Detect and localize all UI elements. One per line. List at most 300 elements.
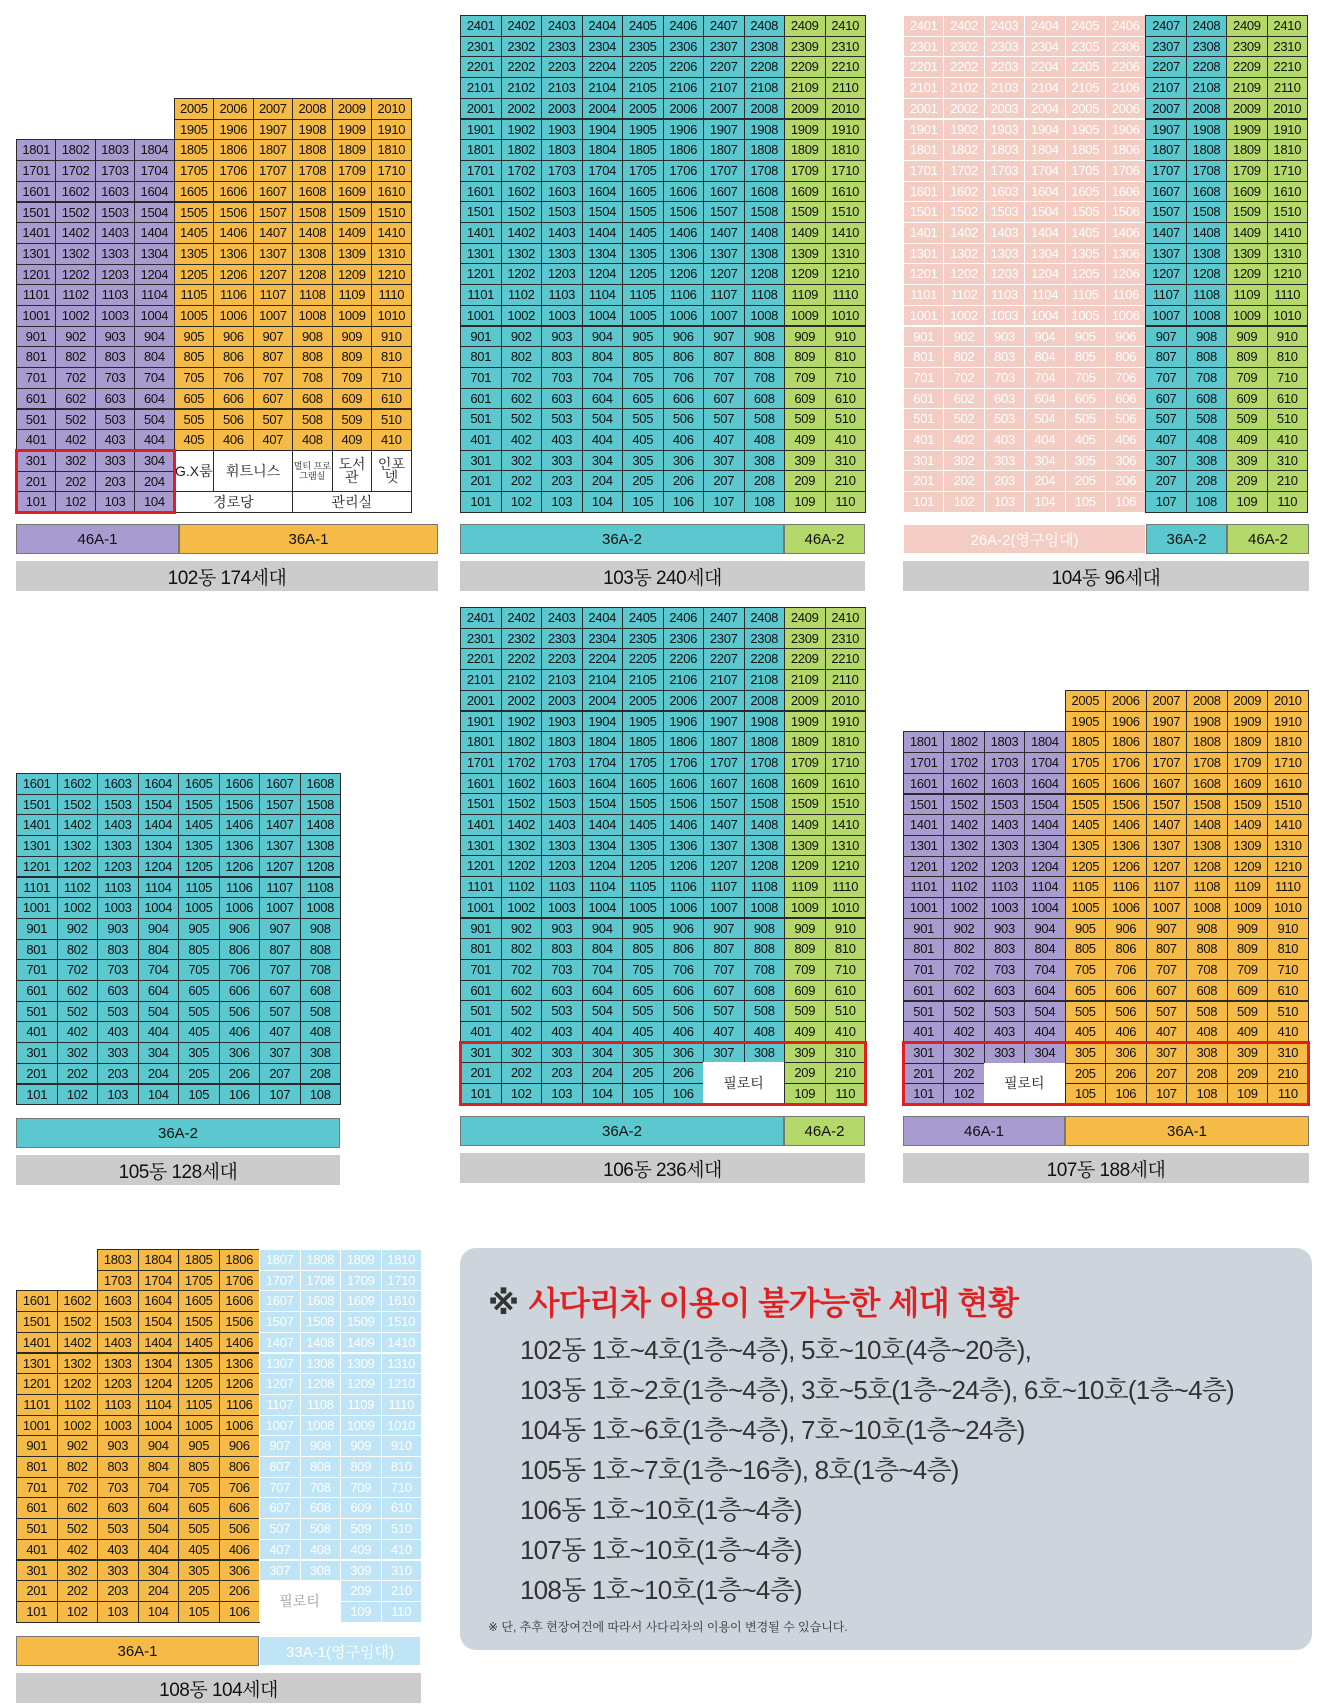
unit-104-2301: 2301	[903, 36, 944, 58]
unit-102-1708: 1708	[292, 160, 333, 182]
unit-108-710: 710	[381, 1477, 423, 1499]
unit-107-1006: 1006	[1105, 897, 1147, 919]
unit-107-110: 110	[1267, 1083, 1309, 1105]
unit-102-405: 405	[174, 429, 215, 451]
unit-106-909: 909	[784, 918, 826, 940]
unit-106-510: 510	[825, 1000, 867, 1022]
unit-105-1401: 1401	[16, 814, 58, 836]
unit-103-2307: 2307	[703, 36, 745, 58]
unit-108-1507: 1507	[259, 1311, 301, 1333]
unit-102-203: 203	[95, 471, 135, 493]
notice-line-104: 104동 1호~6호(1층~4층), 7호~10호(1층~24층)	[520, 1415, 1025, 1445]
unit-103-1004: 1004	[582, 305, 624, 327]
unit-108-1006: 1006	[219, 1415, 261, 1437]
unit-104-302: 302	[943, 450, 984, 472]
unit-105-507: 507	[259, 1001, 301, 1023]
unit-106-2308: 2308	[744, 628, 786, 650]
unit-103-801: 801	[460, 346, 502, 368]
unit-102-1010: 1010	[371, 305, 412, 327]
unit-108-1204: 1204	[138, 1373, 180, 1395]
unit-107-904: 904	[1024, 918, 1065, 940]
unit-106-1308: 1308	[744, 835, 786, 857]
unit-105-505: 505	[178, 1001, 220, 1023]
unit-107-1010: 1010	[1267, 897, 1309, 919]
unit-106-1504: 1504	[582, 793, 624, 815]
unit-108-1303: 1303	[97, 1353, 139, 1375]
unit-103-1802: 1802	[501, 139, 543, 161]
unit-106-2309: 2309	[784, 628, 826, 650]
unit-103-1503: 1503	[541, 201, 583, 223]
unit-107-1201: 1201	[903, 856, 944, 878]
unit-108-1008: 1008	[300, 1415, 342, 1437]
unit-107-1406: 1406	[1105, 814, 1147, 836]
unit-105-407: 407	[259, 1021, 301, 1043]
unit-106-404: 404	[582, 1021, 624, 1043]
unit-105-707: 707	[259, 959, 301, 981]
unit-106-1002: 1002	[501, 897, 543, 919]
unit-104-703: 703	[984, 367, 1025, 389]
unit-107-2006: 2006	[1105, 690, 1147, 712]
unit-102-1804: 1804	[134, 139, 174, 161]
unit-102-1807: 1807	[253, 139, 294, 161]
unit-105-607: 607	[259, 980, 301, 1002]
unit-104-503: 503	[984, 408, 1025, 430]
unit-103-108: 108	[744, 491, 786, 513]
unit-107-1701: 1701	[903, 752, 944, 774]
unit-106-1409: 1409	[784, 814, 826, 836]
unit-102-1510: 1510	[371, 202, 412, 224]
unit-107-1304: 1304	[1024, 835, 1065, 857]
unit-103-1307: 1307	[703, 243, 745, 265]
unit-103-2202: 2202	[501, 56, 543, 78]
unit-107-1103: 1103	[984, 876, 1025, 898]
unit-106-1207: 1207	[703, 855, 745, 877]
unit-103-1303: 1303	[541, 243, 583, 265]
unit-104-510: 510	[1267, 408, 1308, 430]
unit-104-1705: 1705	[1065, 160, 1106, 182]
unit-105-106: 106	[219, 1084, 261, 1106]
unit-106-2403: 2403	[541, 607, 583, 629]
unit-103-2405: 2405	[622, 15, 664, 37]
unit-103-303: 303	[541, 450, 583, 472]
unit-108-110: 110	[381, 1601, 423, 1623]
unit-type-107-1: 46A-1	[903, 1116, 1065, 1146]
unit-104-1802: 1802	[943, 139, 984, 161]
unit-102-1604: 1604	[134, 181, 174, 203]
unit-106-1603: 1603	[541, 773, 583, 795]
unit-103-904: 904	[582, 326, 624, 348]
unit-104-1807: 1807	[1145, 139, 1186, 161]
unit-103-2303: 2303	[541, 36, 583, 58]
unit-107-705: 705	[1065, 959, 1107, 981]
unit-102-1704: 1704	[134, 160, 174, 182]
unit-104-2003: 2003	[984, 98, 1025, 120]
unit-106-1902: 1902	[501, 711, 543, 733]
unit-106-2307: 2307	[703, 628, 745, 650]
unit-107-1704: 1704	[1024, 752, 1065, 774]
unit-104-1708: 1708	[1186, 160, 1227, 182]
unit-106-1108: 1108	[744, 876, 786, 898]
unit-106-1110: 1110	[825, 876, 867, 898]
unit-104-1607: 1607	[1145, 181, 1186, 203]
unit-108-505: 505	[178, 1518, 220, 1540]
unit-104-203: 203	[984, 470, 1025, 492]
unit-103-1401: 1401	[460, 222, 502, 244]
unit-102-409: 409	[332, 429, 373, 451]
unit-105-1505: 1505	[178, 794, 220, 816]
unit-type-108-2: 33A-1(영구임대)	[259, 1636, 421, 1666]
unit-107-2007: 2007	[1146, 690, 1188, 712]
unit-108-1504: 1504	[138, 1311, 180, 1333]
unit-106-1509: 1509	[784, 793, 826, 815]
unit-108-1704: 1704	[138, 1270, 180, 1292]
unit-104-205: 205	[1065, 470, 1106, 492]
unit-102-704: 704	[134, 367, 174, 389]
unit-106-2104: 2104	[582, 669, 624, 691]
unit-103-501: 501	[460, 408, 502, 430]
unit-105-604: 604	[138, 980, 180, 1002]
unit-106-1309: 1309	[784, 835, 826, 857]
unit-106-1003: 1003	[541, 897, 583, 919]
unit-103-1302: 1302	[501, 243, 543, 265]
unit-103-1101: 1101	[460, 284, 502, 306]
unit-105-1004: 1004	[138, 897, 180, 919]
unit-108-306: 306	[219, 1560, 261, 1582]
unit-103-103: 103	[541, 491, 583, 513]
unit-104-1103: 1103	[984, 284, 1025, 306]
unit-103-905: 905	[622, 326, 664, 348]
unit-103-2308: 2308	[744, 36, 786, 58]
unit-104-209: 209	[1226, 470, 1267, 492]
unit-103-2409: 2409	[784, 15, 826, 37]
unit-104-509: 509	[1226, 408, 1267, 430]
unit-103-204: 204	[582, 470, 624, 492]
unit-102-1110: 1110	[371, 284, 412, 306]
unit-108-1206: 1206	[219, 1373, 261, 1395]
unit-105-206: 206	[219, 1063, 261, 1085]
unit-107-1005: 1005	[1065, 897, 1107, 919]
unit-104-1810: 1810	[1267, 139, 1308, 161]
unit-102-1810: 1810	[371, 139, 412, 161]
unit-type-108-1: 36A-1	[16, 1636, 259, 1666]
unit-105-803: 803	[97, 939, 139, 961]
unit-108-1503: 1503	[97, 1311, 139, 1333]
unit-102-604: 604	[134, 388, 174, 410]
unit-108-1002: 1002	[57, 1415, 99, 1437]
unit-106-2105: 2105	[622, 669, 664, 691]
unit-106-1901: 1901	[460, 711, 502, 733]
unit-102-402: 402	[55, 429, 95, 451]
unit-103-809: 809	[784, 346, 826, 368]
unit-105-1306: 1306	[219, 835, 261, 857]
unit-103-910: 910	[825, 326, 867, 348]
unit-104-1910: 1910	[1267, 119, 1308, 141]
unit-103-508: 508	[744, 408, 786, 430]
unit-106-2209: 2209	[784, 648, 826, 670]
unit-108-907: 907	[259, 1435, 301, 1457]
unit-105-708: 708	[300, 959, 342, 981]
unit-105-1304: 1304	[138, 835, 180, 857]
unit-105-1606: 1606	[219, 773, 261, 795]
unit-107-106: 106	[1105, 1083, 1147, 1105]
unit-108-1310: 1310	[381, 1353, 423, 1375]
unit-104-1101: 1101	[903, 284, 944, 306]
unit-106-610: 610	[825, 980, 867, 1002]
unit-107-308: 308	[1186, 1042, 1228, 1064]
unit-104-905: 905	[1065, 326, 1106, 348]
unit-104-2009: 2009	[1226, 98, 1267, 120]
unit-108-401: 401	[16, 1539, 58, 1561]
unit-type-106-2: 46A-2	[784, 1116, 865, 1146]
unit-107-707: 707	[1146, 959, 1188, 981]
unit-102-1401: 1401	[16, 222, 56, 244]
unit-103-208: 208	[744, 470, 786, 492]
unit-102-901: 901	[16, 326, 56, 348]
unit-107-1605: 1605	[1065, 773, 1107, 795]
unit-106-706: 706	[663, 959, 705, 981]
unit-103-2407: 2407	[703, 15, 745, 37]
unit-103-1210: 1210	[825, 263, 867, 285]
unit-103-309: 309	[784, 450, 826, 472]
unit-104-1603: 1603	[984, 181, 1025, 203]
unit-103-305: 305	[622, 450, 664, 472]
unit-107-1205: 1205	[1065, 856, 1107, 878]
unit-102-1606: 1606	[213, 181, 254, 203]
unit-108-1202: 1202	[57, 1373, 99, 1395]
unit-104-1107: 1107	[1145, 284, 1186, 306]
unit-106-2303: 2303	[541, 628, 583, 650]
unit-106-1408: 1408	[744, 814, 786, 836]
unit-103-104: 104	[582, 491, 624, 513]
unit-102-1105: 1105	[174, 284, 215, 306]
unit-107-302: 302	[943, 1042, 984, 1064]
unit-102-1006: 1006	[213, 305, 254, 327]
unit-106-1810: 1810	[825, 731, 867, 753]
unit-107-1110: 1110	[1267, 876, 1309, 898]
unit-106-305: 305	[622, 1042, 664, 1064]
unit-108-808: 808	[300, 1456, 342, 1478]
unit-107-608: 608	[1186, 980, 1228, 1002]
unit-106-804: 804	[582, 938, 624, 960]
unit-103-1301: 1301	[460, 243, 502, 265]
unit-107-1608: 1608	[1186, 773, 1228, 795]
unit-103-1005: 1005	[622, 305, 664, 327]
unit-103-706: 706	[663, 367, 705, 389]
unit-102-1701: 1701	[16, 160, 56, 182]
unit-103-1009: 1009	[784, 305, 826, 327]
unit-104-1002: 1002	[943, 305, 984, 327]
unit-102-301: 301	[16, 450, 56, 472]
unit-107-1905: 1905	[1065, 711, 1107, 733]
unit-102-1702: 1702	[55, 160, 95, 182]
unit-104-1906: 1906	[1105, 119, 1146, 141]
unit-104-1110: 1110	[1267, 284, 1308, 306]
unit-108-1306: 1306	[219, 1353, 261, 1375]
unit-107-509: 509	[1227, 1001, 1269, 1023]
unit-108-201: 201	[16, 1580, 58, 1602]
unit-106-607: 607	[703, 980, 745, 1002]
unit-108-204: 204	[138, 1580, 180, 1602]
pilotis-106: 필로티	[703, 1062, 784, 1103]
unit-108-803: 803	[97, 1456, 139, 1478]
unit-107-1809: 1809	[1227, 731, 1269, 753]
unit-107-908: 908	[1186, 918, 1228, 940]
unit-105-606: 606	[219, 980, 261, 1002]
unit-103-709: 709	[784, 367, 826, 389]
unit-108-806: 806	[219, 1456, 261, 1478]
unit-102-1906: 1906	[213, 119, 254, 141]
unit-102-606: 606	[213, 388, 254, 410]
unit-102-1501: 1501	[16, 202, 56, 224]
unit-type-102-1: 46A-1	[16, 524, 179, 554]
unit-104-1104: 1104	[1024, 284, 1065, 306]
unit-107-601: 601	[903, 980, 944, 1002]
unit-104-2008: 2008	[1186, 98, 1227, 120]
unit-107-1007: 1007	[1146, 897, 1188, 919]
unit-105-302: 302	[57, 1042, 99, 1064]
unit-104-1008: 1008	[1186, 305, 1227, 327]
unit-107-209: 209	[1227, 1063, 1269, 1085]
unit-108-1706: 1706	[219, 1270, 261, 1292]
unit-106-2406: 2406	[663, 607, 705, 629]
unit-108-504: 504	[138, 1518, 180, 1540]
unit-103-1704: 1704	[582, 160, 624, 182]
unit-108-308: 308	[300, 1560, 342, 1582]
unit-103-1304: 1304	[582, 243, 624, 265]
unit-104-807: 807	[1145, 346, 1186, 368]
unit-107-1405: 1405	[1065, 814, 1107, 836]
unit-106-2208: 2208	[744, 648, 786, 670]
unit-107-702: 702	[943, 959, 984, 981]
unit-106-1906: 1906	[663, 711, 705, 733]
unit-103-1601: 1601	[460, 181, 502, 203]
unit-102-1208: 1208	[292, 264, 333, 286]
unit-105-1507: 1507	[259, 794, 301, 816]
unit-103-1405: 1405	[622, 222, 664, 244]
unit-107-605: 605	[1065, 980, 1107, 1002]
unit-107-1503: 1503	[984, 794, 1025, 816]
unit-106-2408: 2408	[744, 607, 786, 629]
unit-106-2407: 2407	[703, 607, 745, 629]
unit-103-705: 705	[622, 367, 664, 389]
unit-102-401: 401	[16, 429, 56, 451]
unit-103-1205: 1205	[622, 263, 664, 285]
notice-title-text: 사다리차 이용이 불가능한 세대 현황	[528, 1285, 1019, 1321]
unit-108-203: 203	[97, 1580, 139, 1602]
unit-102-809: 809	[332, 346, 373, 368]
unit-102-509: 509	[332, 409, 373, 431]
unit-108-1710: 1710	[381, 1270, 423, 1292]
unit-104-1605: 1605	[1065, 181, 1106, 203]
unit-102-201: 201	[16, 471, 56, 493]
unit-107-401: 401	[903, 1021, 944, 1043]
unit-105-1406: 1406	[219, 814, 261, 836]
unit-107-508: 508	[1186, 1001, 1228, 1023]
unit-103-407: 407	[703, 429, 745, 451]
unit-102-708: 708	[292, 367, 333, 389]
unit-102-1301: 1301	[16, 243, 56, 265]
unit-106-1405: 1405	[622, 814, 664, 836]
unit-108-1201: 1201	[16, 1373, 58, 1395]
unit-106-401: 401	[460, 1021, 502, 1043]
unit-106-1904: 1904	[582, 711, 624, 733]
unit-106-1009: 1009	[784, 897, 826, 919]
unit-106-1807: 1807	[703, 731, 745, 753]
unit-104-1502: 1502	[943, 201, 984, 223]
unit-103-408: 408	[744, 429, 786, 451]
unit-105-201: 201	[16, 1063, 58, 1085]
unit-103-1907: 1907	[703, 119, 745, 141]
unit-103-2107: 2107	[703, 77, 745, 99]
unit-105-1102: 1102	[57, 877, 99, 899]
unit-102-2005: 2005	[174, 98, 215, 120]
unit-105-602: 602	[57, 980, 99, 1002]
unit-108-906: 906	[219, 1435, 261, 1457]
unit-106-1302: 1302	[501, 835, 543, 857]
unit-102-603: 603	[95, 388, 135, 410]
unit-106-1106: 1106	[663, 876, 705, 898]
unit-103-1003: 1003	[541, 305, 583, 327]
unit-102-403: 403	[95, 429, 135, 451]
unit-104-2110: 2110	[1267, 77, 1308, 99]
unit-102-410: 410	[371, 429, 412, 451]
unit-102-1202: 1202	[55, 264, 95, 286]
unit-108-1407: 1407	[259, 1332, 301, 1354]
unit-104-2102: 2102	[943, 77, 984, 99]
unit-106-407: 407	[703, 1021, 745, 1043]
building-label-103: 103동 240세대	[460, 561, 865, 591]
unit-107-403: 403	[984, 1021, 1025, 1043]
unit-106-2003: 2003	[541, 690, 583, 712]
unit-104-1907: 1907	[1145, 119, 1186, 141]
unit-107-1403: 1403	[984, 814, 1025, 836]
unit-104-1609: 1609	[1226, 181, 1267, 203]
notice-line-102: 102동 1호~4호(1층~4층), 5호~10호(4층~20층),	[520, 1335, 1032, 1365]
unit-104-1908: 1908	[1186, 119, 1227, 141]
unit-107-305: 305	[1065, 1042, 1107, 1064]
unit-107-510: 510	[1267, 1001, 1309, 1023]
unit-104-1309: 1309	[1226, 243, 1267, 265]
unit-106-1510: 1510	[825, 793, 867, 815]
unit-106-2202: 2202	[501, 648, 543, 670]
facility-gx-room: G.X룸	[174, 450, 215, 492]
unit-106-2205: 2205	[622, 648, 664, 670]
unit-107-2009: 2009	[1227, 690, 1269, 712]
unit-108-309: 309	[340, 1560, 382, 1582]
unit-108-1307: 1307	[259, 1353, 301, 1375]
unit-106-408: 408	[744, 1021, 786, 1043]
unit-102-1204: 1204	[134, 264, 174, 286]
unit-105-404: 404	[138, 1021, 180, 1043]
unit-108-1208: 1208	[300, 1373, 342, 1395]
unit-103-102: 102	[501, 491, 543, 513]
unit-106-2009: 2009	[784, 690, 826, 712]
unit-102-706: 706	[213, 367, 254, 389]
unit-107-407: 407	[1146, 1021, 1188, 1043]
unit-107-602: 602	[943, 980, 984, 1002]
unit-104-604: 604	[1024, 388, 1065, 410]
unit-106-110: 110	[825, 1083, 867, 1105]
unit-107-1709: 1709	[1227, 752, 1269, 774]
unit-102-1201: 1201	[16, 264, 56, 286]
unit-108-1102: 1102	[57, 1394, 99, 1416]
unit-106-101: 101	[460, 1083, 502, 1105]
unit-103-201: 201	[460, 470, 502, 492]
unit-103-1209: 1209	[784, 263, 826, 285]
unit-106-604: 604	[582, 980, 624, 1002]
unit-106-805: 805	[622, 938, 664, 960]
unit-103-2101: 2101	[460, 77, 502, 99]
